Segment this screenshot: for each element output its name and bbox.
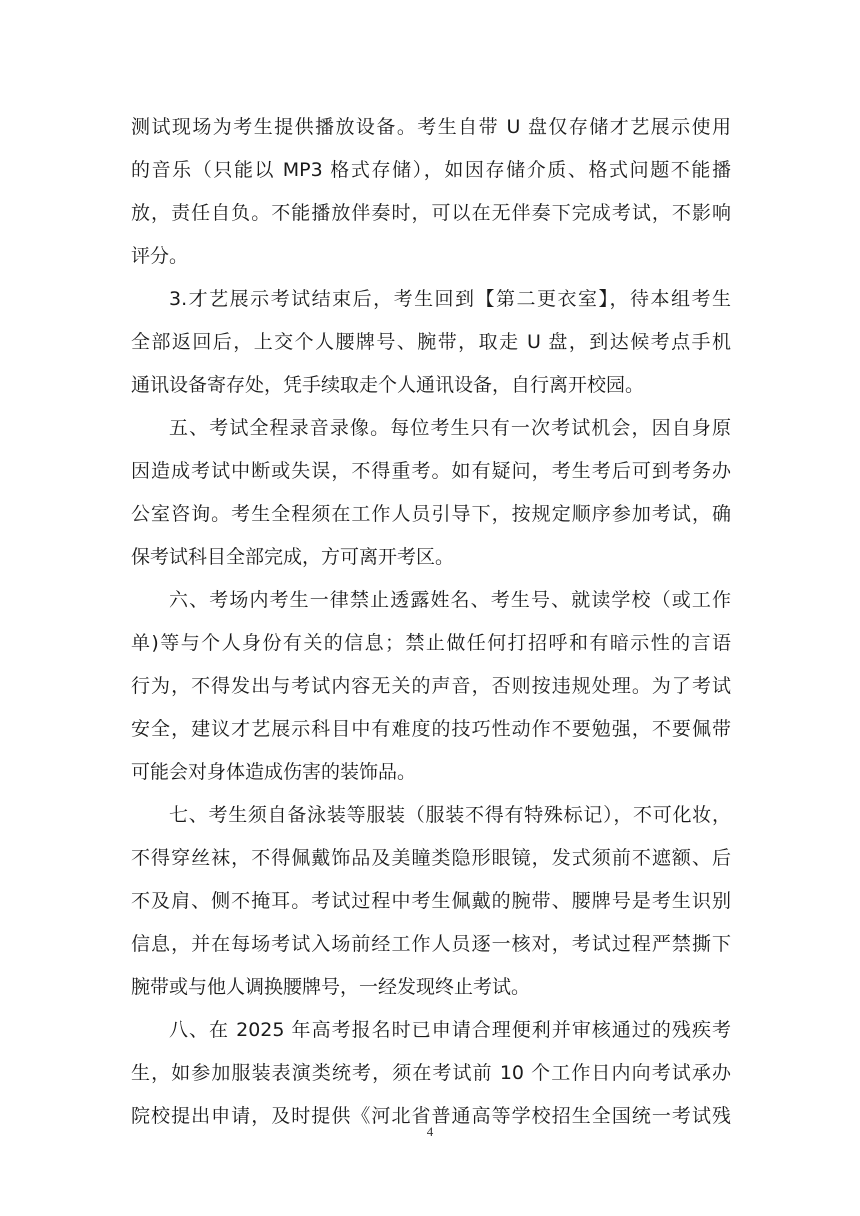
- text-line: 公室咨询。考生全程须在工作人员引导下，按规定顺序参加考试，确: [131, 503, 731, 525]
- text-line: 六、考场内考生一律禁止透露姓名、考生号、就读学校（或工作: [169, 589, 731, 611]
- text-line: 不及肩、侧不掩耳。考试过程中考生佩戴的腕带、腰牌号是考生识别: [131, 890, 731, 912]
- text-line: 八、在 2025 年高考报名时已申请合理便利并审核通过的残疾考: [169, 1019, 731, 1041]
- text-line: 安全，建议才艺展示科目中有难度的技巧性动作不要勉强，不要佩带: [131, 718, 731, 740]
- text-line: 可能会对身体造成伤害的装饰品。: [131, 761, 417, 783]
- text-line: 全部返回后，上交个人腰牌号、腕带，取走 U 盘，到达候考点手机: [131, 331, 731, 353]
- text-line: 信息，并在每场考试入场前经工作人员逐一核对，考试过程严禁撕下: [131, 933, 731, 955]
- text-line: 保考试科目全部完成，方可离开考区。: [131, 546, 455, 568]
- text-line: 五、考试全程录音录像。每位考生只有一次考试机会，因自身原: [169, 417, 731, 439]
- text-line: 腕带或与他人调换腰牌号，一经发现终止考试。: [131, 976, 531, 998]
- page-number: 4: [426, 1124, 434, 1139]
- text-line: 七、考生须自备泳装等服装（服装不得有特殊标记），不可化妆，: [169, 804, 731, 826]
- text-line: 测试现场为考生提供播放设备。考生自带 U 盘仅存储才艺展示使用: [131, 116, 731, 138]
- text-line: 生，如参加服装表演类统考，须在考试前 10 个工作日内向考试承办: [131, 1062, 731, 1084]
- text-line: 院校提出申请，及时提供《河北省普通高等学校招生全国统一考试残: [131, 1105, 731, 1127]
- text-line: 评分。: [131, 245, 189, 267]
- text-line: 3.才艺展示考试结束后，考生回到【第二更衣室】，待本组考生: [169, 288, 731, 310]
- text-line: 不得穿丝袜，不得佩戴饰品及美瞳类隐形眼镜，发式须前不遮额、后: [131, 847, 731, 869]
- text-line: 行为，不得发出与考试内容无关的声音，否则按违规处理。为了考试: [131, 675, 731, 697]
- text-line: 的音乐（只能以 MP3 格式存储），如因存储介质、格式问题不能播: [131, 159, 731, 181]
- text-line: 放，责任自负。不能播放伴奏时，可以在无伴奏下完成考试，不影响: [131, 202, 731, 224]
- text-line: 通讯设备寄存处，凭手续取走个人通讯设备，自行离开校园。: [131, 374, 645, 396]
- text-line: 单)等与个人身份有关的信息；禁止做任何打招呼和有暗示性的言语: [131, 632, 731, 654]
- text-line: 因造成考试中断或失误，不得重考。如有疑问，考生考后可到考务办: [131, 460, 731, 482]
